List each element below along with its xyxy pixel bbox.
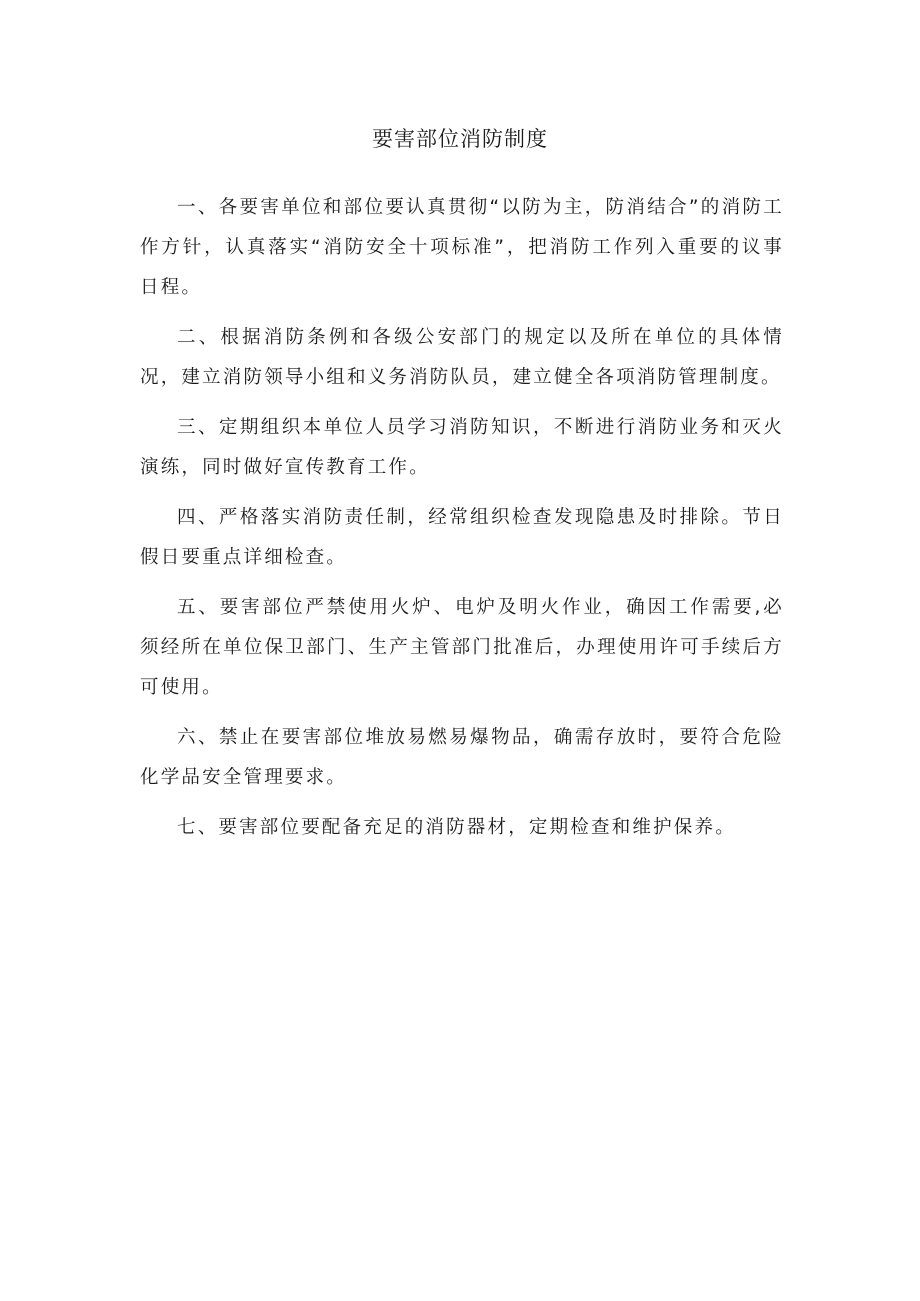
document-title: 要害部位消防制度: [372, 127, 548, 151]
document-body: [140, 188, 784, 858]
paragraph-3: 三、定期组织本单位人员学习消防知识，不断进行消防业务和灭火演练，同时做好宣传教育工作。: [140, 417, 784, 478]
paragraph-7: 七、要害部位要配备充足的消防器材，定期检查和维护保养。: [177, 817, 736, 838]
paragraph-5: 五、要害部位严禁使用火炉、电炉及明火作业，确因工作需要,必须经所在单位保卫部门、生产主管部门批准后，办理使用许可手续后方可使用。: [140, 597, 784, 698]
paragraph-1: 一、各要害单位和部位要认真贯彻“以防为主，防消结合”的消防工作方针，认真落实“消防安全十项标准”，把消防工作列入重要的议事日程。: [140, 197, 784, 298]
paragraph-6: 六、禁止在要害部位堆放易燃易爆物品，确需存放时，要符合危险化学品安全管理要求。: [140, 727, 784, 788]
paragraph-2: 二、根据消防条例和各级公安部门的规定以及所在单位的具体情况，建立消防领导小组和义务消防队员，建立健全各项消防管理制度。: [140, 327, 784, 388]
paragraph-4: 四、严格落实消防责任制，经常组织检查发现隐患及时排除。节日假日要重点详细检查。: [140, 507, 784, 568]
